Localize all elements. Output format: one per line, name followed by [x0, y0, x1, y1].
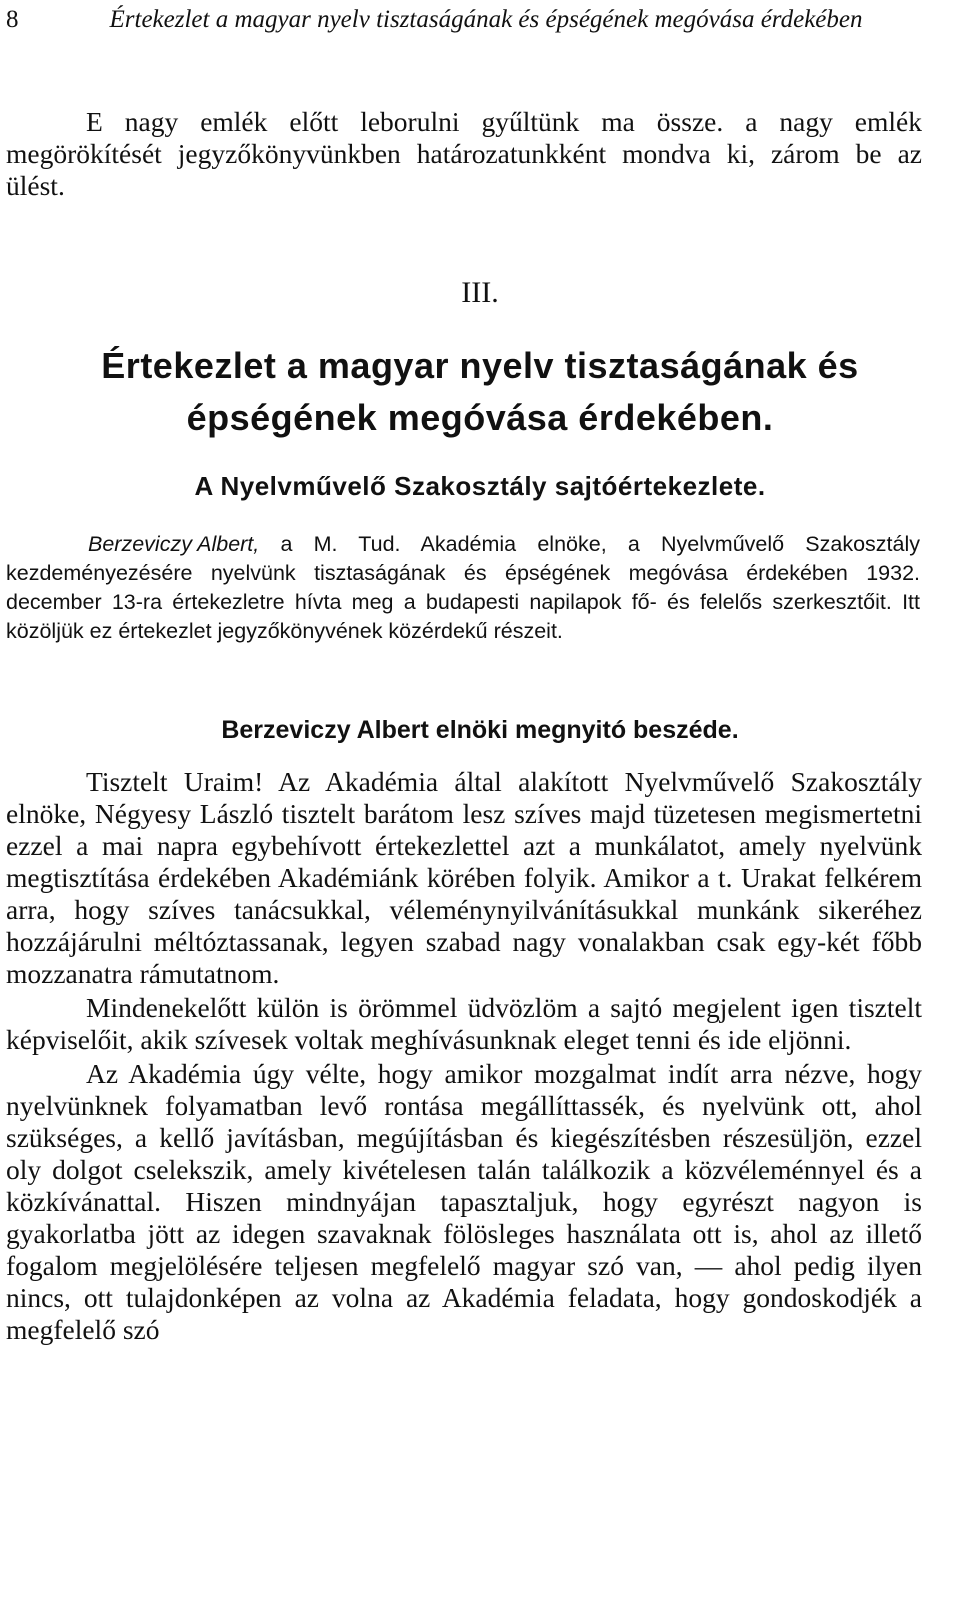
running-title: Értekezlet a magyar nyelv tisztaságának és épségének megóvása érdekében [109, 6, 863, 33]
speech-heading: Berzeviczy Albert elnöki megnyitó beszéde. [221, 716, 739, 744]
speech-paragraph: Az Akadémia úgy vélte, hogy amikor mozgalmat indít arra nézve, hogy nyelvünknek folyamatban levő rontása megállíttassék, és nyelvünk ott, ahol szükséges, a kellő javításban, megújításban és kiegészítésben részesüljön, ezzel oly dolgot cselekszik, amely kivételesen talán találkozik a közvéleménnyel és a közkívánattal. Hiszen mindnyájan tapasztaljuk, hogy egyrészt nagyon is gyakorlatba jött az idegen szavaknak fölösleges használata ott is, ahol az illető fogalom megjelölésére teljesen megfelelő magyar szó van, — ahol pedig ilyen nincs, ott tulajdonképen az volna az Akadémia feladata, hogy gondoskodjék a megfelelő szó [6, 1058, 922, 1345]
intro-name: Berzeviczy Albert, [88, 532, 260, 556]
section-title: Értekezlet a magyar nyelv tisztaságának és épségének megóvása érdekében. [101, 345, 859, 438]
running-head [0, 4, 960, 36]
section-number: III. [461, 276, 499, 309]
closing-paragraph [6, 106, 922, 202]
speech-body [6, 766, 922, 1348]
intro-text: a M. Tud. Akadémia elnöke, a Nyelvművelő Szakosztály kezdeményezésére nyelvünk tisztaságának és épségének megóvása érdekében 1932. december 13-ra értekezletre hívta meg a budapesti napilapok fő- és felelős szerkesztőit. Itt közöljük ez értekezlet jegyzőkönyvének közérdekű részeit. [6, 532, 920, 643]
closing-paragraph-text: E nagy emlék előtt leborulni gyűltünk ma össze. a nagy emlék megörökítését jegyzőkönyvünkben határozatunkként mondva ki, zárom be az ülést. [6, 106, 922, 201]
speech-paragraph: Mindenekelőtt külön is örömmel üdvözlöm a sajtó megjelent igen tisztelt képviselőit, akik szívesek voltak meghívásunknak eleget tenni és ide eljönni. [6, 992, 922, 1055]
intro-paragraph [6, 530, 920, 646]
speech-paragraph: Tisztelt Uraim! Az Akadémia által alakított Nyelvművelő Szakosztály elnöke, Négyesy László tisztelt barátom lesz szíves majd tüzetesen megismertetni ezzel a mai napra egybehívott értekezlettel azt a munkálatot, amely nyelvünk megtisztítása érdekében Akadémiánk körében folyik. Amikor a t. Urakat felkérem arra, hogy szíves tanácsukkal, véleménynyilvánításukkal munkánk sikeréhez hozzájárulni méltóztassanak, legyen szabad nagy vonalakban csak egy-két főbb mozzanatra rámutatnom. [6, 766, 922, 989]
page-number: 8 [6, 6, 19, 33]
section-subtitle: A Nyelvművelő Szakosztály sajtóértekezlete. [194, 471, 766, 501]
